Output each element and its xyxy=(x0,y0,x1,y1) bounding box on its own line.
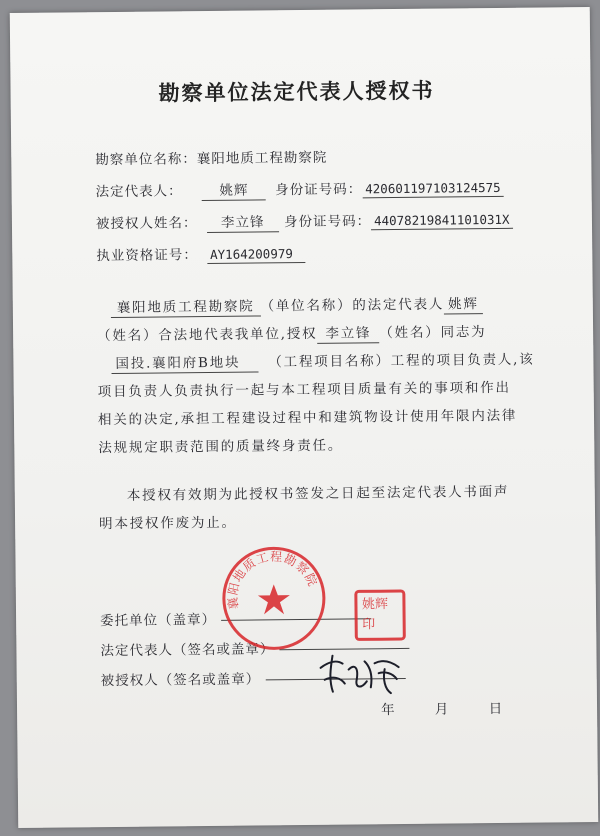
cert-value: AY164200979 xyxy=(207,245,305,264)
agent-value: 李立锋 xyxy=(207,214,279,233)
date-year: 年 xyxy=(380,702,396,719)
name-seal-text: 姚辉印 xyxy=(361,597,389,633)
seal-ring-text: 襄阳地质工程勘察院 xyxy=(225,549,321,611)
cert-label: 执业资格证号： xyxy=(96,247,198,265)
body-project-name: 国投.襄阳府B地块 xyxy=(111,354,258,374)
validity-line-2: 明本授权作废为止。 xyxy=(99,514,237,533)
body-unit-name: 襄阳地质工程勘察院 xyxy=(111,298,261,318)
legal-rep-value: 姚辉 xyxy=(202,182,266,201)
date-day: 日 xyxy=(488,700,504,718)
client-unit-label: 委托单位（盖章） xyxy=(100,611,217,630)
unit-name-row xyxy=(95,146,327,168)
date-row xyxy=(381,697,503,718)
body-rep-name: 姚辉 xyxy=(444,296,483,314)
agent-sign-label: 被授权人（签名或盖章） xyxy=(100,671,261,690)
body-text-3: （姓名）同志为 xyxy=(379,324,487,342)
name-seal-stamp xyxy=(354,589,407,642)
body-line-2 xyxy=(97,318,487,350)
body-line-1 xyxy=(111,290,483,322)
document-page xyxy=(10,7,599,828)
page-title: 勘察单位法定代表人授权书 xyxy=(158,77,435,106)
body-text-2: （姓名）合法地代表我单位,授权 xyxy=(97,325,318,345)
agent-row xyxy=(96,208,513,234)
body-line-6: 法规规定职责范围的质量终身责任。 xyxy=(98,437,344,457)
legal-rep-id-value: 420601197103124575 xyxy=(362,179,504,198)
agent-id-label: 身份证号码： xyxy=(283,213,372,231)
official-seal-stamp xyxy=(219,544,328,653)
legal-rep-row xyxy=(96,176,504,202)
date-month: 月 xyxy=(434,701,450,718)
unit-name-label: 勘察单位名称： xyxy=(95,151,197,169)
validity-line-1: 本授权有效期为此授权书签发之日起至法定代表人书面声 xyxy=(126,483,510,504)
seal-star-icon xyxy=(258,584,290,614)
body-line-4: 项目负责人负责执行一起与本工程项目质量有关的事项和作出 xyxy=(97,379,511,401)
agent-label: 被授权人姓名： xyxy=(95,215,198,233)
body-line-5: 相关的决定,承担工程建设过程中和建筑物设计使用年限内法律 xyxy=(97,407,518,429)
agent-id-value: 44078219841101031X xyxy=(371,211,513,230)
unit-name-value: 襄阳地质工程勘察院 xyxy=(196,149,328,168)
cert-row xyxy=(96,242,305,265)
legal-rep-id-label: 身份证号码： xyxy=(275,181,363,199)
legal-rep-label: 法定代表人： xyxy=(95,183,183,201)
body-agent-name: 李立锋 xyxy=(317,325,379,344)
agent-signature xyxy=(314,649,404,698)
body-text-1: （单位名称）的法定代表人 xyxy=(260,296,445,315)
rep-sign-label: 法定代表人（签名或盖章） xyxy=(100,641,275,660)
body-line-3 xyxy=(111,346,534,378)
body-text-4: （工程项目名称）工程的项目负责人,该 xyxy=(268,351,535,371)
